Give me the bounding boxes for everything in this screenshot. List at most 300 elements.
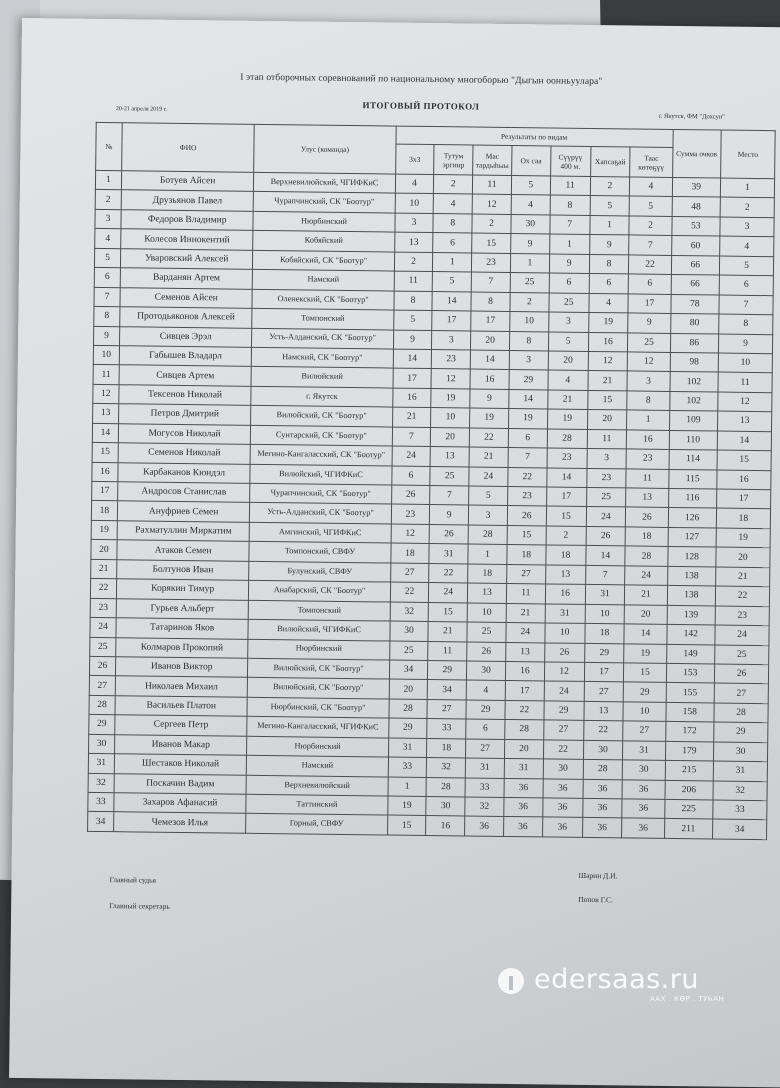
total-points: 126 [668, 508, 717, 528]
event-result: 11 [587, 429, 627, 449]
event-result: 10 [585, 604, 625, 624]
event-result: 8 [509, 331, 548, 351]
event-result: 22 [583, 721, 623, 741]
total-points: 102 [670, 372, 719, 392]
row-number: 30 [89, 734, 115, 754]
event-result: 2 [590, 176, 630, 196]
event-result: 5 [630, 196, 672, 216]
final-place: 24 [715, 625, 769, 645]
event-result: 10 [431, 408, 470, 428]
final-place: 21 [716, 567, 770, 587]
event-result: 17 [471, 311, 510, 331]
event-result: 15 [546, 506, 586, 526]
event-result: 3 [548, 312, 588, 332]
event-result: 1 [468, 544, 507, 564]
row-number: 27 [89, 676, 115, 696]
athlete-name: Колесов Иннокентий [121, 229, 254, 250]
event-result: 24 [506, 623, 545, 643]
event-result: 13 [430, 447, 469, 467]
total-points: 39 [672, 177, 721, 197]
document-title: I этап отборочных соревнований по национальному многоборью "Дыгын оонньуулара" [240, 72, 603, 88]
event-result: 27 [543, 720, 583, 740]
event-result: 9 [589, 235, 629, 255]
total-points: 86 [670, 333, 719, 353]
athlete-team: Мегино-Кангаласский, СК "Боотур" [250, 444, 391, 465]
total-points: 139 [667, 605, 716, 625]
event-result: 20 [431, 427, 470, 447]
row-number: 13 [93, 404, 119, 424]
event-result: 1 [433, 252, 472, 272]
event-result: 3 [509, 350, 548, 370]
event-result: 3 [627, 371, 669, 391]
header-event: Сүүрүү 400 м. [550, 146, 590, 176]
event-result: 26 [391, 485, 430, 505]
final-place: 34 [713, 819, 767, 839]
event-result: 20 [587, 410, 627, 430]
document-subtitle: ИТОГОВЫЙ ПРОТОКОЛ [362, 100, 480, 112]
event-result: 21 [506, 603, 545, 623]
row-number: 32 [88, 773, 114, 793]
event-result: 29 [544, 701, 584, 721]
event-result: 16 [505, 661, 544, 681]
event-result: 34 [389, 660, 428, 680]
final-place: 14 [717, 431, 771, 451]
event-result: 6 [629, 274, 671, 294]
row-number: 23 [90, 598, 116, 618]
athlete-team: Намский, СК "Боотур" [252, 347, 393, 368]
event-result: 33 [388, 757, 427, 777]
total-points: 80 [670, 314, 719, 334]
total-points: 153 [666, 663, 715, 683]
athlete-name: Захаров Афанасий [114, 793, 247, 814]
row-number: 24 [90, 617, 116, 637]
event-result: 18 [468, 564, 507, 584]
event-result: 8 [433, 213, 472, 233]
total-points: 215 [665, 761, 714, 781]
event-result: 23 [547, 448, 587, 468]
athlete-team: Вилюйский, СК "Боотур" [248, 658, 389, 679]
athlete-name: Уваровский Алексей [120, 248, 253, 269]
athlete-team: Верхневилюйский [246, 775, 387, 796]
total-points: 116 [668, 488, 717, 508]
event-result: 7 [471, 272, 510, 292]
athlete-team: Вилюйский, СК "Боотур" [248, 678, 389, 699]
total-points: 114 [669, 450, 718, 470]
event-result: 25 [628, 332, 670, 352]
event-result: 19 [508, 409, 547, 429]
event-result: 13 [626, 488, 668, 508]
athlete-name: Петров Дмитрий [118, 404, 251, 425]
event-result: 11 [506, 584, 545, 604]
event-result: 4 [511, 195, 550, 215]
event-result: 9 [470, 389, 509, 409]
event-result: 16 [588, 332, 628, 352]
athlete-team: Кобяйский [253, 231, 394, 252]
row-number: 2 [95, 190, 121, 210]
row-number: 22 [90, 579, 116, 599]
event-result: 13 [394, 232, 433, 252]
event-result: 15 [472, 233, 511, 253]
watermark [498, 966, 738, 1006]
event-result: 27 [584, 682, 624, 702]
event-result: 19 [624, 643, 666, 663]
event-result: 1 [549, 234, 589, 254]
athlete-name: Тексенов Николай [119, 385, 252, 406]
row-number: 19 [91, 520, 117, 540]
event-result: 18 [390, 543, 429, 563]
event-result: 18 [507, 545, 546, 565]
event-result: 24 [469, 467, 508, 487]
final-place: 11 [718, 372, 772, 392]
event-result: 19 [547, 409, 587, 429]
athlete-name: Поскачин Вадим [114, 773, 247, 794]
event-result: 11 [626, 468, 668, 488]
row-number: 34 [88, 812, 114, 832]
event-result: 19 [387, 796, 426, 816]
event-result: 27 [427, 699, 466, 719]
row-number: 7 [94, 287, 120, 307]
event-result: 13 [584, 701, 624, 721]
row-number: 28 [89, 695, 115, 715]
final-place: 23 [715, 606, 769, 626]
event-result: 10 [395, 194, 434, 214]
event-result: 25 [430, 466, 469, 486]
event-result: 21 [547, 390, 587, 410]
event-result: 3 [468, 505, 507, 525]
event-result: 20 [389, 679, 428, 699]
event-result: 23 [507, 486, 546, 506]
event-result: 15 [429, 602, 468, 622]
athlete-team: Томпонский, СВФУ [249, 542, 390, 563]
event-result: 36 [504, 797, 543, 817]
athlete-team: Чурапчинский, СК "Боотур" [250, 483, 391, 504]
event-result: 28 [583, 760, 623, 780]
athlete-team: Вилюйский, ЧГИФКиС [248, 619, 389, 640]
event-result: 27 [390, 563, 429, 583]
event-result: 5 [393, 310, 432, 330]
athlete-name: Протодьяконов Алексей [120, 307, 253, 328]
row-number: 14 [92, 423, 118, 443]
event-result: 26 [586, 526, 626, 546]
total-points: 109 [669, 411, 718, 431]
event-result: 14 [509, 389, 548, 409]
row-number: 25 [90, 637, 116, 657]
final-place: 27 [714, 683, 768, 703]
final-place: 16 [717, 470, 771, 490]
event-result: 30 [389, 621, 428, 641]
athlete-team: Анабарский, СК "Боотур" [249, 581, 390, 602]
event-result: 26 [626, 507, 668, 527]
event-result: 28 [468, 525, 507, 545]
event-result: 15 [387, 815, 426, 835]
event-result: 29 [428, 660, 467, 680]
event-result: 22 [543, 740, 583, 760]
event-result: 30 [583, 740, 623, 760]
event-result: 18 [546, 545, 586, 565]
judge-label: Главный судья [109, 875, 157, 885]
event-result: 15 [507, 525, 546, 545]
event-result: 3 [432, 330, 471, 350]
event-result: 29 [584, 643, 624, 663]
final-place: 33 [713, 800, 767, 820]
event-result: 13 [468, 583, 507, 603]
event-result: 3 [587, 449, 627, 469]
row-number: 20 [91, 540, 117, 560]
event-result: 21 [625, 585, 667, 605]
header-event: Хапсаҕай [590, 146, 630, 176]
event-result: 2 [472, 214, 511, 234]
athlete-name: Гурьев Альберт [116, 598, 249, 619]
final-place: 15 [717, 450, 771, 470]
total-points: 158 [665, 702, 714, 722]
event-result: 17 [505, 681, 544, 701]
event-result: 28 [625, 546, 667, 566]
event-result: 5 [433, 272, 472, 292]
event-result: 16 [392, 388, 431, 408]
event-result: 18 [584, 623, 624, 643]
total-points: 179 [665, 741, 714, 761]
event-result: 25 [510, 273, 549, 293]
event-result: 13 [545, 565, 585, 585]
final-place: 3 [720, 217, 774, 237]
event-result: 4 [433, 194, 472, 214]
athlete-team: Мегино-Кангаласский, ЧГИФКиС [247, 717, 388, 738]
event-result: 7 [392, 427, 431, 447]
athlete-team: Амгинский, ЧГИФКиС [250, 522, 391, 543]
event-result: 21 [392, 407, 431, 427]
event-result: 29 [624, 682, 666, 702]
athlete-team: Горный, СВФУ [246, 814, 387, 835]
event-result: 14 [585, 546, 625, 566]
event-result: 4 [588, 293, 628, 313]
event-result: 26 [544, 642, 584, 662]
event-result: 24 [429, 583, 468, 603]
final-place: 1 [720, 178, 774, 198]
event-result: 28 [505, 720, 544, 740]
final-place: 18 [716, 508, 770, 528]
athlete-name: Васильев Платон [115, 696, 248, 717]
event-result: 30 [511, 214, 550, 234]
event-result: 4 [466, 680, 505, 700]
final-place: 30 [713, 742, 767, 762]
event-result: 28 [426, 777, 465, 797]
event-result: 25 [549, 293, 589, 313]
event-result: 33 [465, 778, 504, 798]
event-result: 23 [626, 449, 668, 469]
athlete-team: Кобяйский, СК "Боотур" [253, 250, 394, 271]
event-result: 22 [508, 467, 547, 487]
final-place: 2 [720, 197, 774, 217]
total-points: 206 [665, 780, 714, 800]
event-result: 14 [470, 350, 509, 370]
event-result: 14 [624, 624, 666, 644]
event-result: 30 [467, 661, 506, 681]
watermark-tagline: ААХ . КӨР . ТУҺАН [650, 995, 725, 1003]
event-result: 26 [467, 641, 506, 661]
event-result: 36 [622, 818, 664, 838]
total-points: 78 [670, 294, 719, 314]
final-place: 31 [713, 761, 767, 781]
athlete-team: Нюрбинский [253, 211, 394, 232]
event-result: 12 [628, 352, 670, 372]
row-number: 29 [89, 715, 115, 735]
event-result: 11 [394, 271, 433, 291]
total-points: 102 [669, 391, 718, 411]
event-result: 11 [428, 641, 467, 661]
event-result: 17 [628, 294, 670, 314]
event-result: 32 [465, 797, 504, 817]
event-result: 32 [427, 758, 466, 778]
event-result: 31 [429, 544, 468, 564]
event-result: 6 [508, 428, 547, 448]
final-place: 29 [714, 722, 768, 742]
event-result: 5 [590, 196, 630, 216]
header-event: Ох саа [512, 145, 551, 175]
total-points: 110 [669, 430, 718, 450]
event-result: 1 [388, 777, 427, 797]
event-result: 6 [549, 273, 589, 293]
event-result: 11 [550, 176, 590, 196]
event-result: 29 [509, 370, 548, 390]
athlete-name: Корякин Тимур [116, 579, 249, 600]
row-number: 15 [92, 443, 118, 463]
event-result: 23 [472, 253, 511, 273]
athlete-team: Нюрбинский, СК "Боотур" [247, 697, 388, 718]
event-result: 6 [391, 466, 430, 486]
event-result: 30 [543, 759, 583, 779]
results-rows [88, 170, 775, 839]
row-number: 5 [94, 248, 120, 268]
total-points: 66 [671, 255, 720, 275]
event-result: 25 [389, 641, 428, 661]
event-result: 9 [549, 254, 589, 274]
event-result: 36 [622, 779, 664, 799]
header-event: Мас тардыhыы [473, 145, 512, 175]
event-result: 15 [587, 390, 627, 410]
event-result: 14 [546, 468, 586, 488]
athlete-name: Рахматуллин Миркатим [117, 521, 250, 542]
header-event: Таас көтөҕүү [630, 147, 672, 178]
total-points: 53 [671, 216, 720, 236]
event-result: 31 [623, 741, 665, 761]
event-result: 9 [393, 330, 432, 350]
final-place: 6 [719, 275, 773, 295]
event-result: 16 [627, 430, 669, 450]
final-place: 32 [713, 781, 767, 801]
athlete-team: Томпонский [249, 600, 390, 621]
event-result: 18 [625, 527, 667, 547]
final-place: 8 [719, 314, 773, 334]
event-result: 19 [470, 408, 509, 428]
event-result: 16 [545, 584, 585, 604]
watermark-text: edersaas.ru [534, 964, 699, 995]
final-place: 20 [716, 547, 770, 567]
final-place: 12 [718, 392, 772, 412]
event-result: 26 [507, 506, 546, 526]
athlete-name: Николаев Михаил [115, 676, 248, 697]
event-result: 32 [390, 602, 429, 622]
event-result: 21 [469, 447, 508, 467]
header-results-group: Результаты по видам [396, 126, 673, 147]
event-result: 3 [394, 213, 433, 233]
event-result: 2 [629, 216, 671, 236]
event-result: 31 [504, 759, 543, 779]
total-points: 60 [671, 236, 720, 256]
row-number: 10 [93, 345, 119, 365]
event-result: 10 [467, 603, 506, 623]
event-result: 33 [427, 719, 466, 739]
event-result: 9 [511, 234, 550, 254]
event-result: 14 [393, 349, 432, 369]
event-result: 8 [589, 254, 629, 274]
event-result: 2 [434, 175, 473, 195]
event-result: 31 [545, 604, 585, 624]
event-result: 18 [427, 738, 466, 758]
event-result: 25 [586, 487, 626, 507]
athlete-name: Могусов Николай [118, 423, 251, 444]
event-result: 12 [391, 524, 430, 544]
event-result: 17 [432, 311, 471, 331]
event-result: 24 [586, 507, 626, 527]
final-place: 9 [718, 334, 772, 354]
event-result: 13 [506, 642, 545, 662]
event-result: 24 [544, 681, 584, 701]
row-number: 21 [91, 559, 117, 579]
athlete-name: Друзьянов Павел [121, 190, 254, 211]
event-result: 23 [586, 468, 626, 488]
total-points: 142 [666, 624, 715, 644]
event-result: 28 [547, 429, 587, 449]
event-result: 6 [466, 719, 505, 739]
event-result: 20 [504, 739, 543, 759]
total-points: 66 [671, 275, 720, 295]
athlete-name: Семенов Айсен [120, 287, 253, 308]
event-result: 1 [627, 410, 669, 430]
row-number: 8 [94, 306, 120, 326]
event-result: 22 [629, 255, 671, 275]
event-result: 16 [426, 816, 465, 836]
event-result: 11 [473, 175, 512, 195]
event-venue: г. Якутск, ФМ "Дохсун" [658, 112, 725, 121]
row-number: 31 [88, 753, 114, 773]
event-result: 7 [508, 448, 547, 468]
event-result: 31 [465, 758, 504, 778]
athlete-name: Ануфриев Семен [117, 501, 250, 522]
row-number: 17 [92, 481, 118, 501]
total-points: 128 [667, 547, 716, 567]
total-points: 225 [664, 799, 713, 819]
athlete-name: Андросов Станислав [117, 482, 250, 503]
tree-logo-icon [498, 968, 524, 994]
athlete-name: Федоров Владимир [121, 210, 254, 231]
event-result: 4 [548, 370, 588, 390]
event-result: 30 [623, 760, 665, 780]
athlete-name: Сергеев Петр [115, 715, 248, 736]
final-place: 17 [717, 489, 771, 509]
event-result: 23 [432, 349, 471, 369]
event-result: 10 [510, 312, 549, 332]
row-number: 18 [91, 501, 117, 521]
total-points: 115 [668, 469, 717, 489]
athlete-team: Нюрбинский [247, 736, 388, 757]
event-result: 36 [504, 778, 543, 798]
row-number: 12 [93, 384, 119, 404]
event-result: 27 [466, 739, 505, 759]
athlete-team: Чурапчинский, СК "Боотур" [254, 192, 395, 213]
header-name: ФИО [122, 123, 255, 173]
athlete-team: Булунский, СВФУ [249, 561, 390, 582]
athlete-name: Татаринов Яков [116, 618, 249, 639]
